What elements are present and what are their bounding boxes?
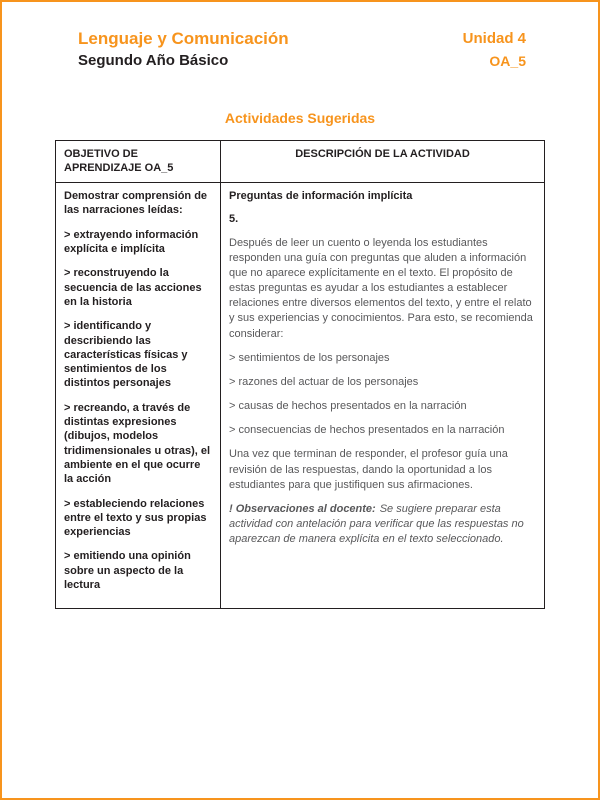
teacher-note xyxy=(229,502,536,548)
activity-bullet: > causas de hechos presentados en la narración xyxy=(229,400,467,413)
objective-column-header: OBJETIVO DE APRENDIZAJE OA_5 xyxy=(56,140,221,183)
activity-paragraph: Una vez que terminan de responder, el profesor guía una revisión de las respuestas, dando la oportunidad a los estudiantes para que justifiquen sus afirmaciones. xyxy=(229,448,508,491)
activity-cell xyxy=(221,183,545,609)
table-header-row xyxy=(56,140,545,183)
oa-code-label: OA_5 xyxy=(489,52,526,69)
objective-item: > reconstruyendo la secuencia de las acciones en la historia xyxy=(64,267,202,308)
objective-item: > extrayendo información explícita e implícita xyxy=(64,228,199,256)
activity-heading: Preguntas de información implícita xyxy=(229,190,413,203)
objective-item: > identificando y describiendo las características físicas y sentimientos de los distintos personajes xyxy=(64,320,188,390)
objective-item: > estableciendo relaciones entre el texto y sus propias experiencias xyxy=(64,497,207,539)
header-left xyxy=(78,28,289,71)
activity-bullet: > razones del actuar de los personajes xyxy=(229,375,419,388)
objective-intro: Demostrar comprensión de las narraciones leídas: xyxy=(64,190,208,217)
unit-label: Unidad 4 xyxy=(462,30,526,47)
teacher-note-label: ! Observaciones al docente: xyxy=(229,502,376,515)
activities-table xyxy=(55,140,545,610)
header-right xyxy=(463,28,526,72)
objective-item: > recreando, a través de distintas expresiones (dibujos, modelos tridimensionales u otras), el ambiente en el que ocurre la acción xyxy=(64,401,211,486)
activity-bullet: > sentimientos de los personajes xyxy=(229,351,390,364)
activity-number: 5. xyxy=(229,213,239,226)
subject-title: Lenguaje y Comunicación xyxy=(78,29,289,48)
description-column-header: DESCRIPCIÓN DE LA ACTIVIDAD xyxy=(221,140,545,183)
section-title: Actividades Sugeridas xyxy=(224,109,376,126)
teacher-note-text: Se sugiere preparar esta actividad con antelación para verificar que las respuestas no aparezcan de manera explícita en el texto seleccionado. xyxy=(229,502,524,546)
table-body-row xyxy=(56,183,545,609)
page-header xyxy=(2,2,598,72)
objective-cell xyxy=(56,183,221,609)
activity-paragraph: Después de leer un cuento o leyenda los estudiantes responden una guía con preguntas que aluden a información que no aparece explícitamente en el texto. El propósito de estas preguntas es ayudar a los estudiantes a establecer relaciones entre diversos elementos del texto, y entre el relato y sus experiencias y conocimientos. Para esto, se recomienda considerar: xyxy=(229,236,533,340)
activity-bullet: > consecuencias de hechos presentados en la narración xyxy=(229,424,505,437)
objective-item: > emitiendo una opinión sobre un aspecto de la lectura xyxy=(64,550,191,592)
grade-subtitle: Segundo Año Básico xyxy=(78,52,229,70)
